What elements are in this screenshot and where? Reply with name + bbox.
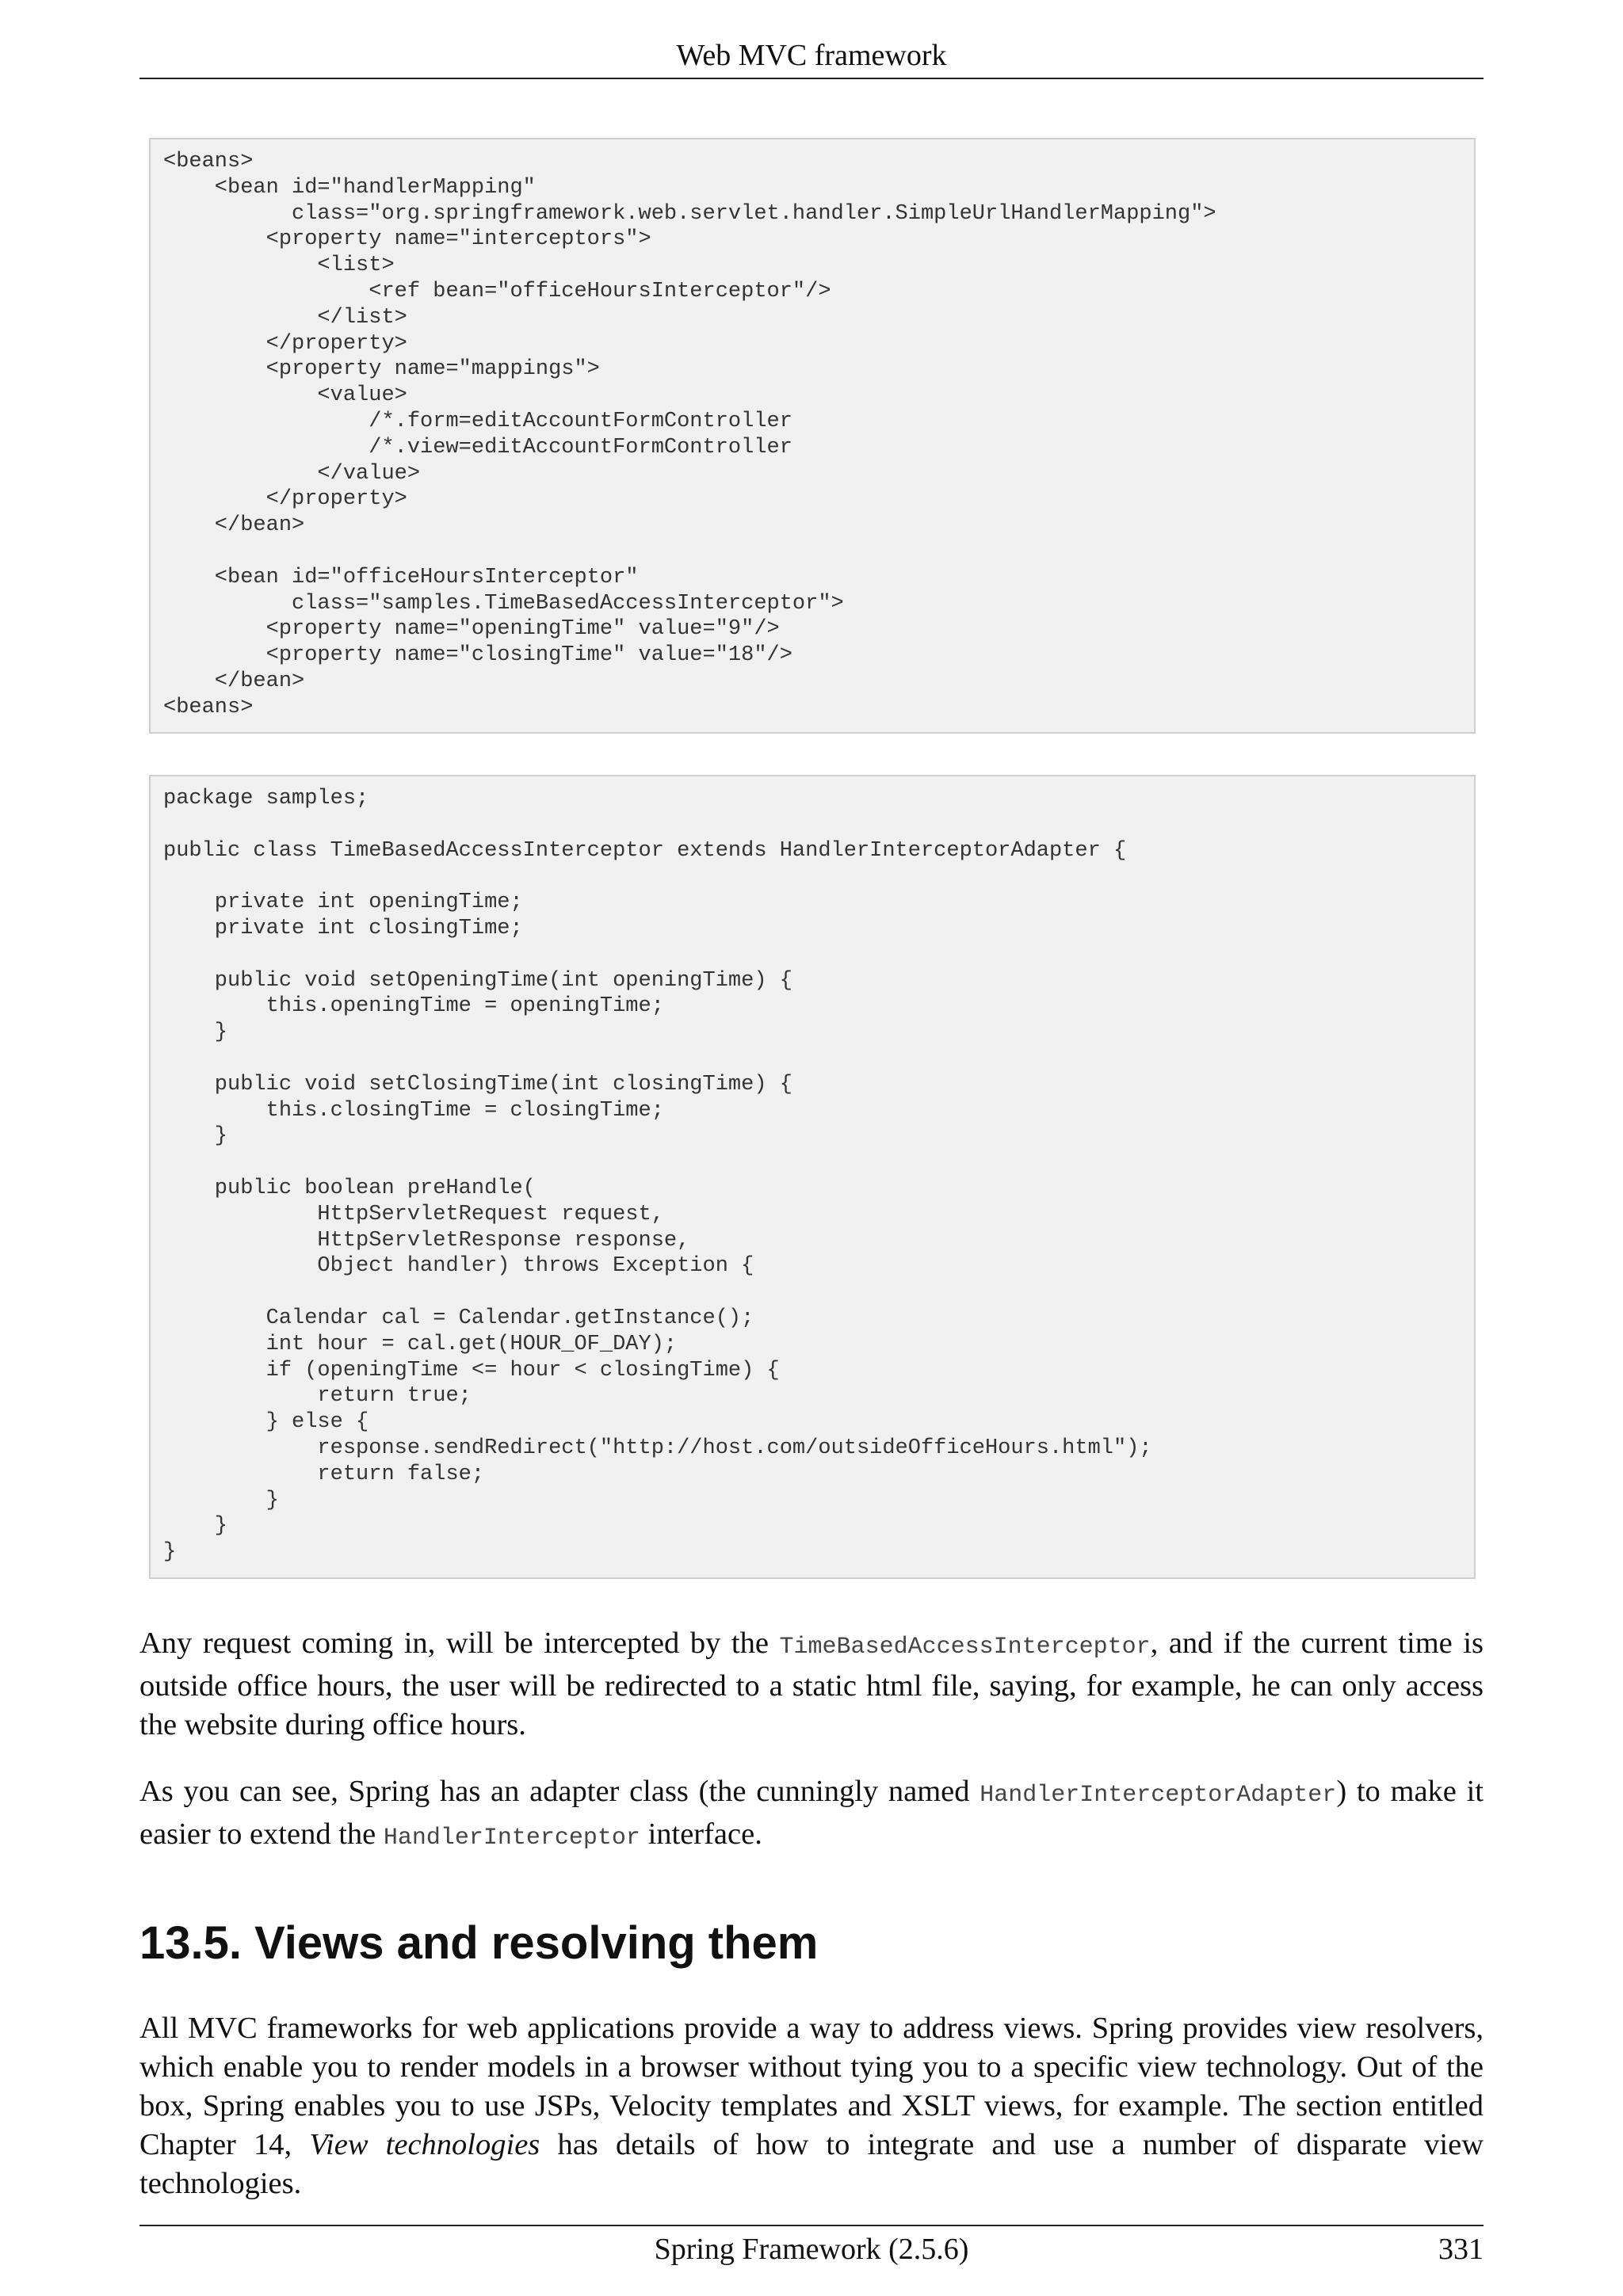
page-header-title: Web MVC framework	[676, 39, 947, 72]
header-rule	[139, 78, 1484, 79]
footer-rule	[139, 2225, 1484, 2226]
page-number: 331	[1438, 2233, 1484, 2266]
inline-code-timebasedaccessinterceptor: TimeBasedAccessInterceptor	[779, 1634, 1151, 1661]
xml-config-code-block: <beans> <bean id="handlerMapping" class="org.springframework.web.servlet.handler.SimpleUrlHandlerMapping"> <property name="interceptors"> <list> <ref bean="officeHoursInterceptor"/> </list> </property> <property name="mappings"> <value> /*.form=editAccountFormController /*.view=editAccountFormController </value> </property> </bean> <bean id="officeHoursInterceptor" class="samples.TimeBasedAccessInterceptor"> <property name="openingTime" value="9"/> <property name="closingTime" value="18"/> </bean> <beans>	[149, 138, 1476, 734]
paragraph-view-resolvers: All MVC frameworks for web applications provide a way to address views. Spring provides view resolvers, which enable you to render models in a browser without tying you to a specific view technology. Out of the box, Spring enables you to use JSPs, Velocity templates and XSLT views, for example. The section entitled Chapter 14, View technologies has details of how to integrate and use a number of disparate view technologies.	[139, 2012, 1484, 2200]
paragraph-adapter-class: As you can see, Spring has an adapter class (the cunningly named HandlerInterceptorAdapter) to make it easier to extend the HandlerInterceptor interface.	[139, 1775, 1484, 1852]
java-interceptor-code-block: package samples; public class TimeBasedAccessInterceptor extends HandlerInterceptorAdapter { private int openingTime; private int closingTime; public void setOpeningTime(int openingTime) { this.openingTime = openingTime; } public void setClosingTime(int closingTime) { this.closingTime = closingTime; } public boolean preHandle( HttpServletRequest request, HttpServletResponse response, Object handler) throws Exception { Calendar cal = Calendar.getInstance(); int hour = cal.get(HOUR_OF_DAY); if (openingTime <= hour < closingTime) { return true; } else { response.sendRedirect("http://host.com/outsideOfficeHours.html"); return false; } } }	[149, 775, 1476, 1579]
inline-code-handlerinterceptor: HandlerInterceptor	[383, 1825, 640, 1852]
inline-code-handlerinterceptoradapter: HandlerInterceptorAdapter	[980, 1782, 1337, 1809]
footer-product: Spring Framework (2.5.6)	[654, 2233, 969, 2266]
section-heading: 13.5. Views and resolving them	[139, 1917, 819, 1969]
paragraph-interceptor-explanation: Any request coming in, will be intercepted by the TimeBasedAccessInterceptor, and if the current time is outside office hours, the user will be redirected to a static html file, saying, for example, he can only access the website during office hours.	[139, 1627, 1484, 1741]
view-technologies-link[interactable]: View technologies	[309, 2128, 540, 2161]
